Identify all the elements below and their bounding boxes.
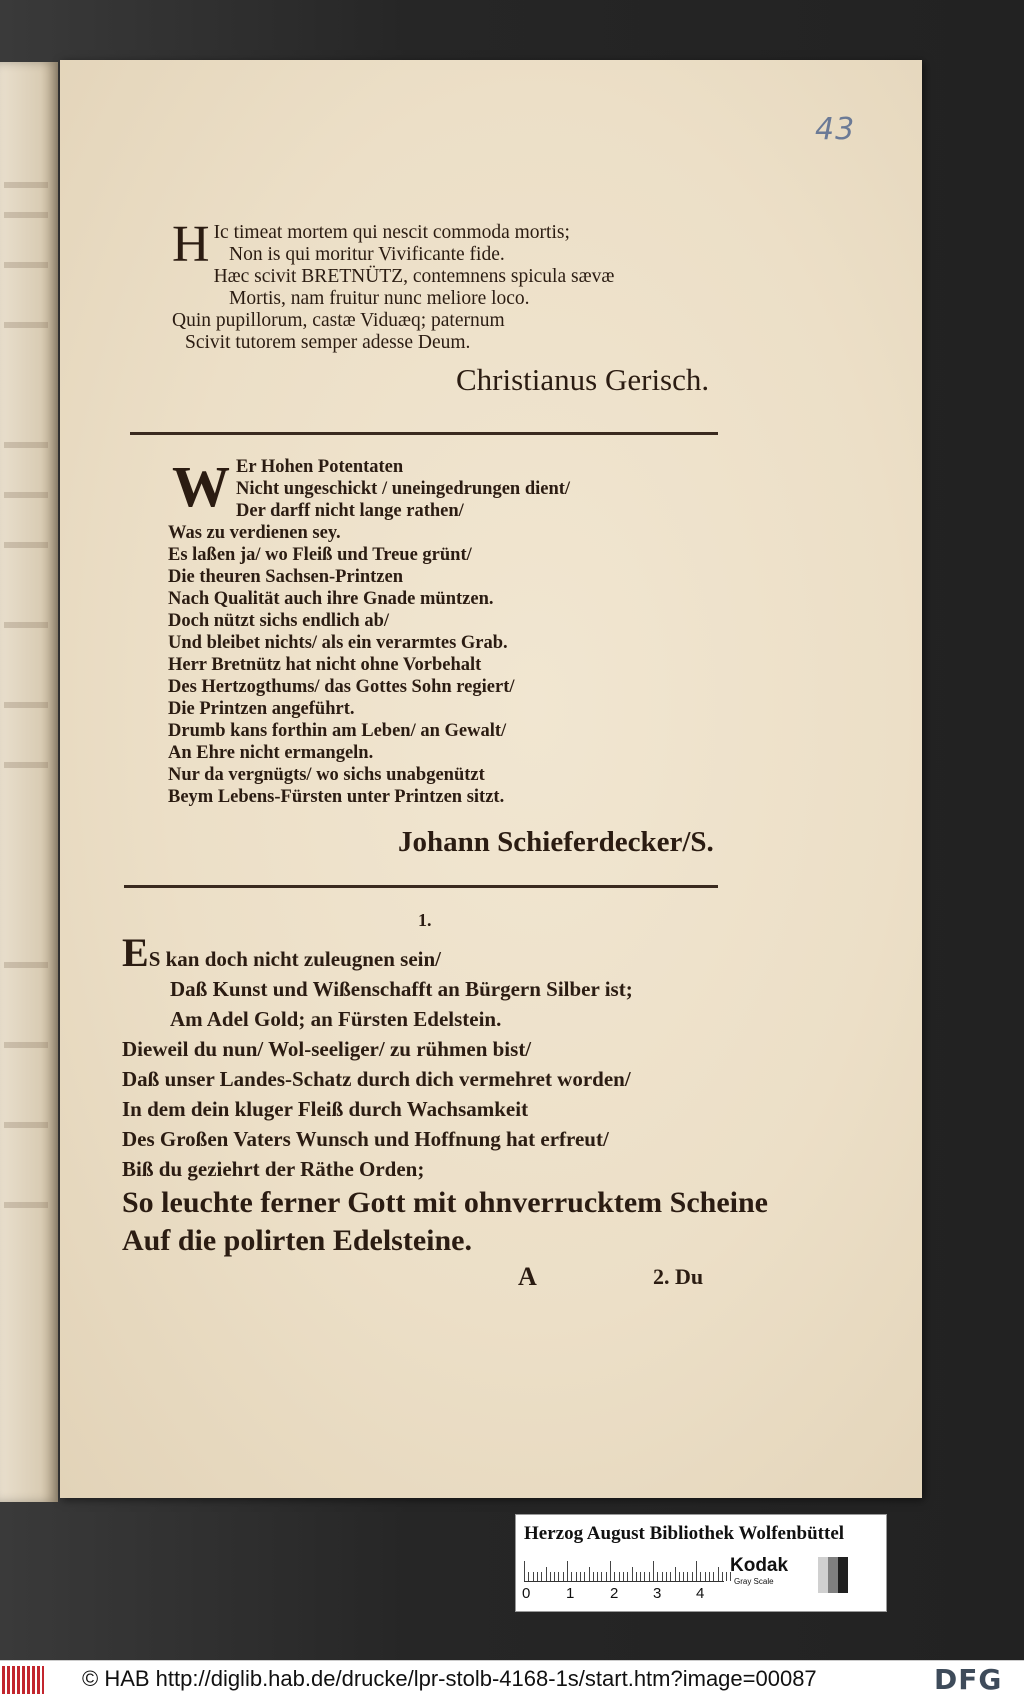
hab-logo-icon xyxy=(2,1666,44,1694)
ruler-tick xyxy=(649,1572,650,1581)
latin-line: Scivit tutorem semper adesse Deum. xyxy=(185,332,471,353)
ruler-tick xyxy=(666,1572,667,1581)
verse-line: So leuchte ferner Gott mit ohnverrucktem Scheine xyxy=(122,1186,768,1219)
german-line: Beym Lebens-Fürsten unter Printzen sitzt. xyxy=(168,787,505,807)
german-line: Der darff nicht lange rathen/ xyxy=(236,501,464,521)
german-line: Die theuren Sachsen-Printzen xyxy=(168,567,403,587)
latin-line: Mortis, nam fruitur nunc meliore loco. xyxy=(229,288,530,309)
ruler-tick xyxy=(662,1572,663,1581)
footer-bar xyxy=(0,1660,1024,1698)
latin-dropcap: H xyxy=(172,216,210,273)
german-line: Nach Qualität auch ihre Gnade müntzen. xyxy=(168,589,494,609)
ruler-tick xyxy=(670,1572,671,1581)
stanza-verse xyxy=(122,930,768,1260)
ruler-tick xyxy=(636,1572,637,1581)
german-line: Drumb kans forthin am Leben/ an Gewalt/ xyxy=(168,721,507,741)
verse-line: Biß du geziehrt der Räthe Orden; xyxy=(122,1157,425,1181)
german-line: Was zu verdienen sey. xyxy=(168,523,341,543)
section-divider xyxy=(130,432,718,435)
ruler-tick xyxy=(558,1572,559,1581)
verse-line: In dem dein kluger Fleiß durch Wachsamkeit xyxy=(122,1097,529,1121)
ruler-tick xyxy=(709,1572,710,1581)
verse-line: Dieweil du nun/ Wol-seeliger/ zu rühmen bist/ xyxy=(122,1037,532,1061)
ruler-tick xyxy=(584,1572,585,1581)
ruler-tick xyxy=(601,1572,602,1581)
ruler-tick xyxy=(537,1572,538,1581)
german-poem-author: Johann Schieferdecker/S. xyxy=(398,826,714,858)
latin-poem-author: Christianus Gerisch. xyxy=(456,362,710,397)
german-line: Er Hohen Potentaten xyxy=(236,457,404,477)
german-line: Die Printzen angeführt. xyxy=(168,699,355,719)
ruler-tick xyxy=(576,1572,577,1581)
ruler-tick xyxy=(524,1561,525,1581)
stanza-dropcap: E xyxy=(122,930,149,975)
ruler-tick xyxy=(653,1561,654,1581)
folio-number: 43 xyxy=(815,112,856,147)
ruler-tick xyxy=(675,1567,676,1581)
dfg-logo: DFG xyxy=(934,1663,1003,1696)
ruler-number: 3 xyxy=(653,1585,662,1602)
gray-scale-label: Gray Scale xyxy=(734,1577,774,1586)
ruler-tick xyxy=(610,1561,611,1581)
ruler-tick xyxy=(705,1572,706,1581)
verse-line: Daß Kunst und Wißenschafft an Bürgern Silber ist; xyxy=(170,977,633,1001)
ruler-tick xyxy=(640,1572,641,1581)
german-line: Es laßen ja/ wo Fleiß und Treue grünt/ xyxy=(168,545,472,565)
ruler-number: 0 xyxy=(522,1585,531,1602)
ruler-tick xyxy=(541,1572,542,1581)
ruler-tick xyxy=(563,1572,564,1581)
ruler-tick xyxy=(550,1572,551,1581)
previous-page-edge xyxy=(0,62,58,1502)
ruler-scale xyxy=(524,1555,724,1582)
ruler-tick xyxy=(692,1572,693,1581)
german-line: Herr Bretnütz hat nicht ohne Vorbehalt xyxy=(168,655,482,675)
verse-line: Auf die polirten Edelsteine. xyxy=(122,1224,472,1257)
catchword: 2. Du xyxy=(653,1264,704,1289)
ruler-tick xyxy=(619,1572,620,1581)
ruler-tick xyxy=(700,1572,701,1581)
german-line: Des Hertzogthums/ das Gottes Sohn regiert/ xyxy=(168,677,515,697)
ruler-tick xyxy=(657,1572,658,1581)
footer-citation-link[interactable]: © HAB http://diglib.hab.de/drucke/lpr-stolb-4168-1s/start.htm?image=00087 xyxy=(82,1666,817,1691)
ruler-tick xyxy=(546,1567,547,1581)
german-line: Nur da vergnügts/ wo sichs unabgenützt xyxy=(168,765,485,785)
verse-line: Daß unser Landes-Schatz durch dich vermehret worden/ xyxy=(122,1067,631,1091)
german-line: Doch nützt sichs endlich ab/ xyxy=(168,611,390,631)
ruler-tick xyxy=(571,1572,572,1581)
verse-line: Des Großen Vaters Wunsch und Hoffnung hat erfreut/ xyxy=(122,1127,609,1151)
ruler-number: 4 xyxy=(696,1585,705,1602)
library-color-card xyxy=(515,1514,887,1612)
german-line: An Ehre nicht ermangeln. xyxy=(168,743,374,763)
german-line: Und bleibet nichts/ als ein verarmtes Grab. xyxy=(168,633,508,653)
verse-line: Am Adel Gold; an Fürsten Edelstein. xyxy=(170,1007,502,1031)
verse-line: S kan doch nicht zuleugnen sein/ xyxy=(148,947,442,971)
ruler-number: 1 xyxy=(566,1585,575,1602)
ruler-tick xyxy=(528,1572,529,1581)
ruler-tick xyxy=(722,1572,723,1581)
german-dropcap: W xyxy=(172,454,230,519)
gray-scale-patches xyxy=(818,1557,848,1593)
ruler-tick xyxy=(597,1572,598,1581)
ruler-tick xyxy=(589,1567,590,1581)
latin-line: Hæc scivit BRETNÜTZ, contemnens spicula sævæ xyxy=(213,266,615,287)
stanza-number: 1. xyxy=(418,910,432,930)
german-line: Nicht ungeschickt / uneingedrungen dient/ xyxy=(236,479,571,499)
ruler-tick xyxy=(726,1572,727,1581)
section-divider xyxy=(124,885,718,888)
ruler-tick xyxy=(606,1572,607,1581)
ruler-tick xyxy=(713,1572,714,1581)
german-poem xyxy=(168,454,571,808)
ruler-tick xyxy=(696,1561,697,1581)
ruler-tick xyxy=(644,1572,645,1581)
ruler-tick xyxy=(683,1572,684,1581)
signature-mark: A xyxy=(518,1262,537,1291)
latin-line: Quin pupillorum, castæ Viduæq; paternum xyxy=(172,310,505,331)
latin-poem xyxy=(172,216,615,354)
ruler-tick xyxy=(679,1572,680,1581)
ruler-tick xyxy=(718,1567,719,1581)
ruler-tick xyxy=(533,1572,534,1581)
ruler-tick xyxy=(687,1572,688,1581)
ruler-number: 2 xyxy=(610,1585,619,1602)
ruler-tick xyxy=(554,1572,555,1581)
ruler-tick xyxy=(567,1561,568,1581)
ruler-tick xyxy=(580,1572,581,1581)
ruler-tick xyxy=(593,1572,594,1581)
kodak-logo: Kodak xyxy=(730,1555,789,1576)
ruler-tick xyxy=(614,1572,615,1581)
library-card-title: Herzog August Bibliothek Wolfenbüttel xyxy=(524,1523,845,1544)
latin-line: Non is qui moritur Vivificante fide. xyxy=(229,244,505,265)
ruler-tick xyxy=(627,1572,628,1581)
ruler-tick xyxy=(623,1572,624,1581)
latin-line: Ic timeat mortem qui nescit commoda mortis; xyxy=(213,222,570,243)
ruler-tick xyxy=(632,1567,633,1581)
